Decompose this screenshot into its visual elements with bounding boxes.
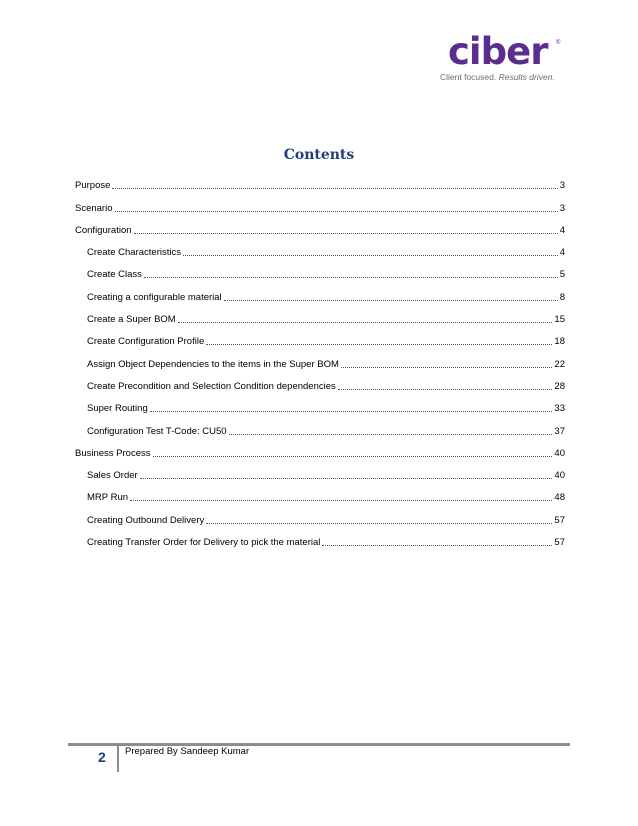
toc-entry-page: 28 bbox=[554, 380, 565, 392]
toc-title: Contents bbox=[283, 147, 355, 163]
toc-entry[interactable] bbox=[75, 371, 565, 393]
logo-registered-mark: ® bbox=[556, 40, 561, 46]
toc-entry[interactable] bbox=[75, 215, 565, 237]
logo-tagline bbox=[440, 72, 555, 82]
toc-dot-leader bbox=[153, 455, 553, 457]
page-number: 2 bbox=[98, 749, 106, 765]
toc-entry[interactable] bbox=[75, 460, 565, 482]
toc-entry-label: Super Routing bbox=[87, 403, 148, 415]
toc-entry-label: Scenario bbox=[75, 202, 113, 214]
toc-entry[interactable] bbox=[75, 527, 565, 549]
toc-dot-leader bbox=[206, 522, 552, 524]
toc-dot-leader bbox=[130, 499, 552, 501]
toc-entry-page: 4 bbox=[559, 224, 565, 236]
tagline-italic: Results driven. bbox=[498, 72, 555, 82]
toc-entry-page: 8 bbox=[559, 291, 565, 303]
toc-dot-leader bbox=[134, 232, 558, 234]
toc-entry[interactable] bbox=[75, 192, 565, 214]
toc-entry-label: Purpose bbox=[75, 180, 111, 192]
toc-entry[interactable] bbox=[75, 326, 565, 348]
toc-entry-label: Creating a configurable material bbox=[87, 291, 222, 303]
toc-entry[interactable] bbox=[75, 237, 565, 259]
toc-dot-leader bbox=[112, 187, 557, 189]
footer-divider bbox=[117, 746, 119, 772]
toc-entry-page: 22 bbox=[554, 358, 565, 370]
toc-entry[interactable] bbox=[75, 438, 565, 460]
toc-dot-leader bbox=[206, 343, 552, 345]
toc-entry[interactable] bbox=[75, 415, 565, 437]
toc-entry-page: 15 bbox=[554, 314, 565, 326]
toc-dot-leader bbox=[183, 254, 558, 256]
toc-entry-page: 40 bbox=[554, 447, 565, 459]
toc-entry-label: Create Characteristics bbox=[87, 247, 181, 259]
toc-dot-leader bbox=[144, 276, 558, 278]
toc-entry-page: 57 bbox=[554, 514, 565, 526]
toc-entry[interactable] bbox=[75, 304, 565, 326]
toc-entry[interactable] bbox=[75, 348, 565, 370]
toc-entry-label: Configuration Test T-Code: CU50 bbox=[87, 425, 227, 437]
toc-dot-leader bbox=[178, 321, 553, 323]
toc-entry[interactable] bbox=[75, 393, 565, 415]
toc-entry-label: Creating Outbound Delivery bbox=[87, 514, 205, 526]
toc-dot-leader bbox=[140, 477, 553, 479]
ciber-logo bbox=[438, 30, 572, 82]
toc-entry-label: Create Precondition and Selection Condition dependencies bbox=[87, 380, 336, 392]
toc-entry-label: Assign Object Dependencies to the items in the Super BOM bbox=[87, 358, 339, 370]
toc-entry-label: Sales Order bbox=[87, 470, 138, 482]
toc-entry-page: 4 bbox=[559, 247, 565, 259]
toc-entry-label: Create Configuration Profile bbox=[87, 336, 205, 348]
toc-entry-label: MRP Run bbox=[87, 492, 129, 504]
toc-entry-page: 48 bbox=[554, 492, 565, 504]
toc-entry[interactable] bbox=[75, 281, 565, 303]
toc-entry-label: Create Class bbox=[87, 269, 142, 281]
toc-dot-leader bbox=[229, 433, 553, 435]
toc-dot-leader bbox=[341, 366, 553, 368]
toc-entry-label: Business Process bbox=[75, 447, 151, 459]
toc-dot-leader bbox=[115, 210, 558, 212]
toc-entry-label: Configuration bbox=[75, 224, 132, 236]
tagline-plain: Client focused. bbox=[440, 72, 499, 82]
toc-dot-leader bbox=[322, 544, 552, 546]
footer-prepared-by: Prepared By Sandeep Kumar bbox=[125, 746, 250, 757]
toc-entry[interactable] bbox=[75, 504, 565, 526]
toc-entry[interactable] bbox=[75, 259, 565, 281]
toc-entry[interactable] bbox=[75, 482, 565, 504]
toc-entry-page: 37 bbox=[554, 425, 565, 437]
toc-dot-leader bbox=[338, 388, 553, 390]
toc-entry-page: 57 bbox=[554, 537, 565, 549]
toc-dot-leader bbox=[150, 410, 553, 412]
toc-dot-leader bbox=[224, 299, 558, 301]
toc-entry-page: 3 bbox=[559, 202, 565, 214]
toc-entry-page: 3 bbox=[559, 180, 565, 192]
toc-entry-page: 5 bbox=[559, 269, 565, 281]
logo-wordmark: ciber bbox=[448, 30, 548, 73]
toc-entry[interactable] bbox=[75, 170, 565, 192]
toc-entry-label: Creating Transfer Order for Delivery to pick the material bbox=[87, 537, 321, 549]
toc-entry-page: 18 bbox=[554, 336, 565, 348]
toc-entry-label: Create a Super BOM bbox=[87, 314, 176, 326]
toc-entry-page: 33 bbox=[554, 403, 565, 415]
table-of-contents bbox=[75, 170, 565, 549]
toc-entry-page: 40 bbox=[554, 470, 565, 482]
